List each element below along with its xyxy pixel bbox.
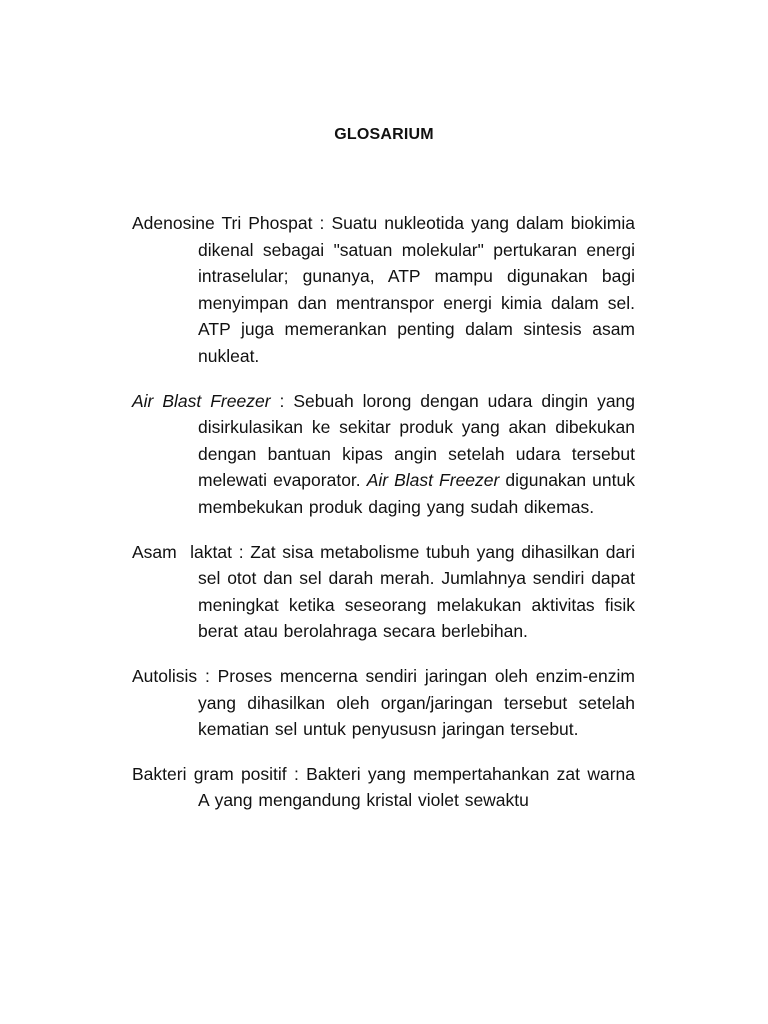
glossary-inline-term: Air Blast Freezer <box>366 470 500 491</box>
glossary-definition: : Bakteri yang mempertahankan zat warna A yang mengandung kristal violet sewaktu <box>198 763 635 811</box>
glossary-entry <box>132 388 635 521</box>
glossary-term: Air Blast Freezer <box>132 390 271 411</box>
glossary-term: Adenosine Tri Phospat <box>132 213 313 233</box>
glossary-term: Asam laktat <box>132 541 232 562</box>
glossary-definition: : Zat sisa metabolisme tubuh yang dihasilkan dari sel otot dan sel darah merah. Jumlahnya sendiri dapat meningkat ketika seseorang melakukan aktivitas fisik berat atau berolahraga secara berlebihan. <box>198 541 635 642</box>
glossary-entry <box>132 761 635 814</box>
glossary-definition-continued: digunakan untuk membekukan produk daging yang sudah dikemas. <box>198 470 635 517</box>
glossary-term: Bakteri gram positif <box>132 763 287 784</box>
glossary-definition: : Sebuah lorong dengan udara dingin yang disirkulasikan ke sekitar produk yang akan dibekukan dengan bantuan kipas angin setelah udara tersebut melewati evaporator. <box>198 390 636 491</box>
glossary-list <box>132 210 635 832</box>
glossary-term: Autolisis <box>132 665 198 686</box>
glossary-definition: : Proses mencerna sendiri jaringan oleh enzim-enzim yang dihasilkan oleh organ/jaringan tersebut setelah kematian sel untuk penyususn jaringan tersebut. <box>197 665 635 740</box>
glossary-entry <box>132 539 635 645</box>
page-title: GLOSARIUM <box>334 126 434 143</box>
glossary-definition: : Suatu nukleotida yang dalam biokimia dikenal sebagai "satuan molekular" pertukaran energi intraselular; gunanya, ATP mampu digunakan bagi menyimpan dan mentranspor energi kimia dalam sel. ATP juga memerankan penting dalam sintesis asam nukleat. <box>198 213 635 366</box>
glossary-entry <box>132 663 635 743</box>
glossary-entry <box>132 210 635 370</box>
